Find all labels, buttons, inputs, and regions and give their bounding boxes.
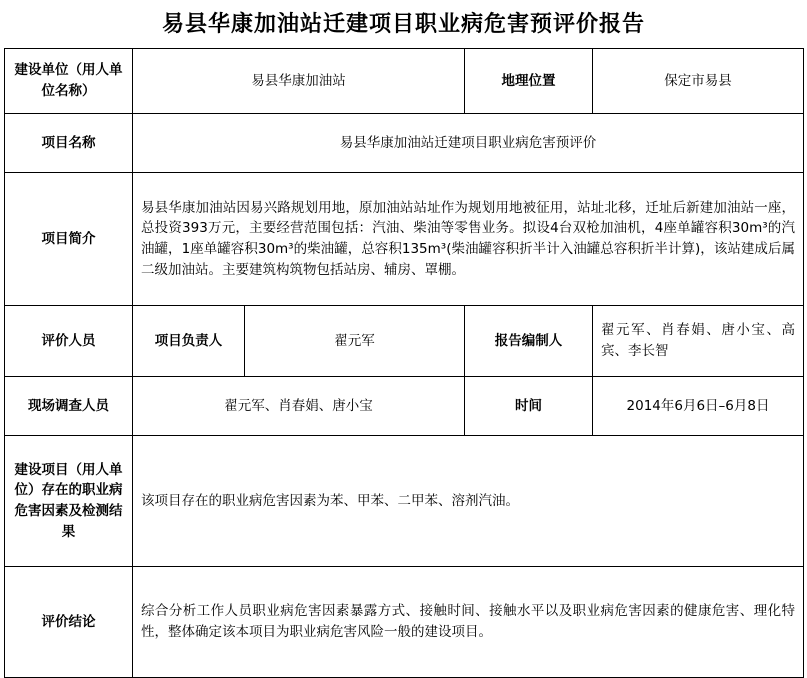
hazards-label: 建设项目（用人单位）存在的职业病危害因素及检测结果 — [5, 436, 133, 567]
construction-unit-label: 建设单位（用人单位名称） — [5, 49, 133, 114]
location-label: 地理位置 — [465, 49, 593, 114]
project-leader-label: 项目负责人 — [133, 306, 245, 377]
evaluators-label: 评价人员 — [5, 306, 133, 377]
project-name-value: 易县华康加油站迁建项目职业病危害预评价 — [133, 114, 804, 173]
hazards-value: 该项目存在的职业病危害因素为苯、甲苯、二甲苯、溶剂汽油。 — [133, 436, 804, 567]
report-writer-value: 翟元军、肖春娟、唐小宝、高宾、李长智 — [593, 306, 804, 377]
site-investigators-label: 现场调查人员 — [5, 377, 133, 436]
project-leader-value: 翟元军 — [245, 306, 465, 377]
site-investigators-value: 翟元军、肖春娟、唐小宝 — [133, 377, 465, 436]
table-row-construction-unit — [5, 49, 804, 114]
table-row-hazards — [5, 436, 804, 567]
table-row-project-intro — [5, 173, 804, 306]
project-name-label: 项目名称 — [5, 114, 133, 173]
time-label: 时间 — [465, 377, 593, 436]
page-title: 易县华康加油站迁建项目职业病危害预评价报告 — [161, 12, 645, 37]
report-writer-label: 报告编制人 — [465, 306, 593, 377]
project-intro-label: 项目简介 — [5, 173, 133, 306]
location-value: 保定市易县 — [593, 49, 804, 114]
project-intro-value: 易县华康加油站因易兴路规划用地，原加油站站址作为规划用地被征用，站址北移，迁址后新建加油站一座，总投资393万元，主要经营范围包括：汽油、柴油等零售业务。拟设4台双枪加油机，4座单罐容积30m³的汽油罐，1座单罐容积30m³的柴油罐，总容积135m³(柴油罐容积折半计入油罐总容积折半计算)，该站建成后属二级加油站。主要建筑构筑物包括站房、辅房、罩棚。 — [133, 173, 804, 306]
table-row-evaluators — [5, 306, 804, 377]
construction-unit-value: 易县华康加油站 — [133, 49, 465, 114]
time-value: 2014年6月6日–6月8日 — [593, 377, 804, 436]
table-row-site-investigators — [5, 377, 804, 436]
conclusion-label: 评价结论 — [5, 567, 133, 678]
report-summary-table — [4, 48, 804, 678]
table-row-project-name — [5, 114, 804, 173]
table-row-conclusion — [5, 567, 804, 678]
conclusion-value: 综合分析工作人员职业病危害因素暴露方式、接触时间、接触水平以及职业病危害因素的健康危害、理化特性，整体确定该本项目为职业病危害风险一般的建设项目。 — [133, 567, 804, 678]
